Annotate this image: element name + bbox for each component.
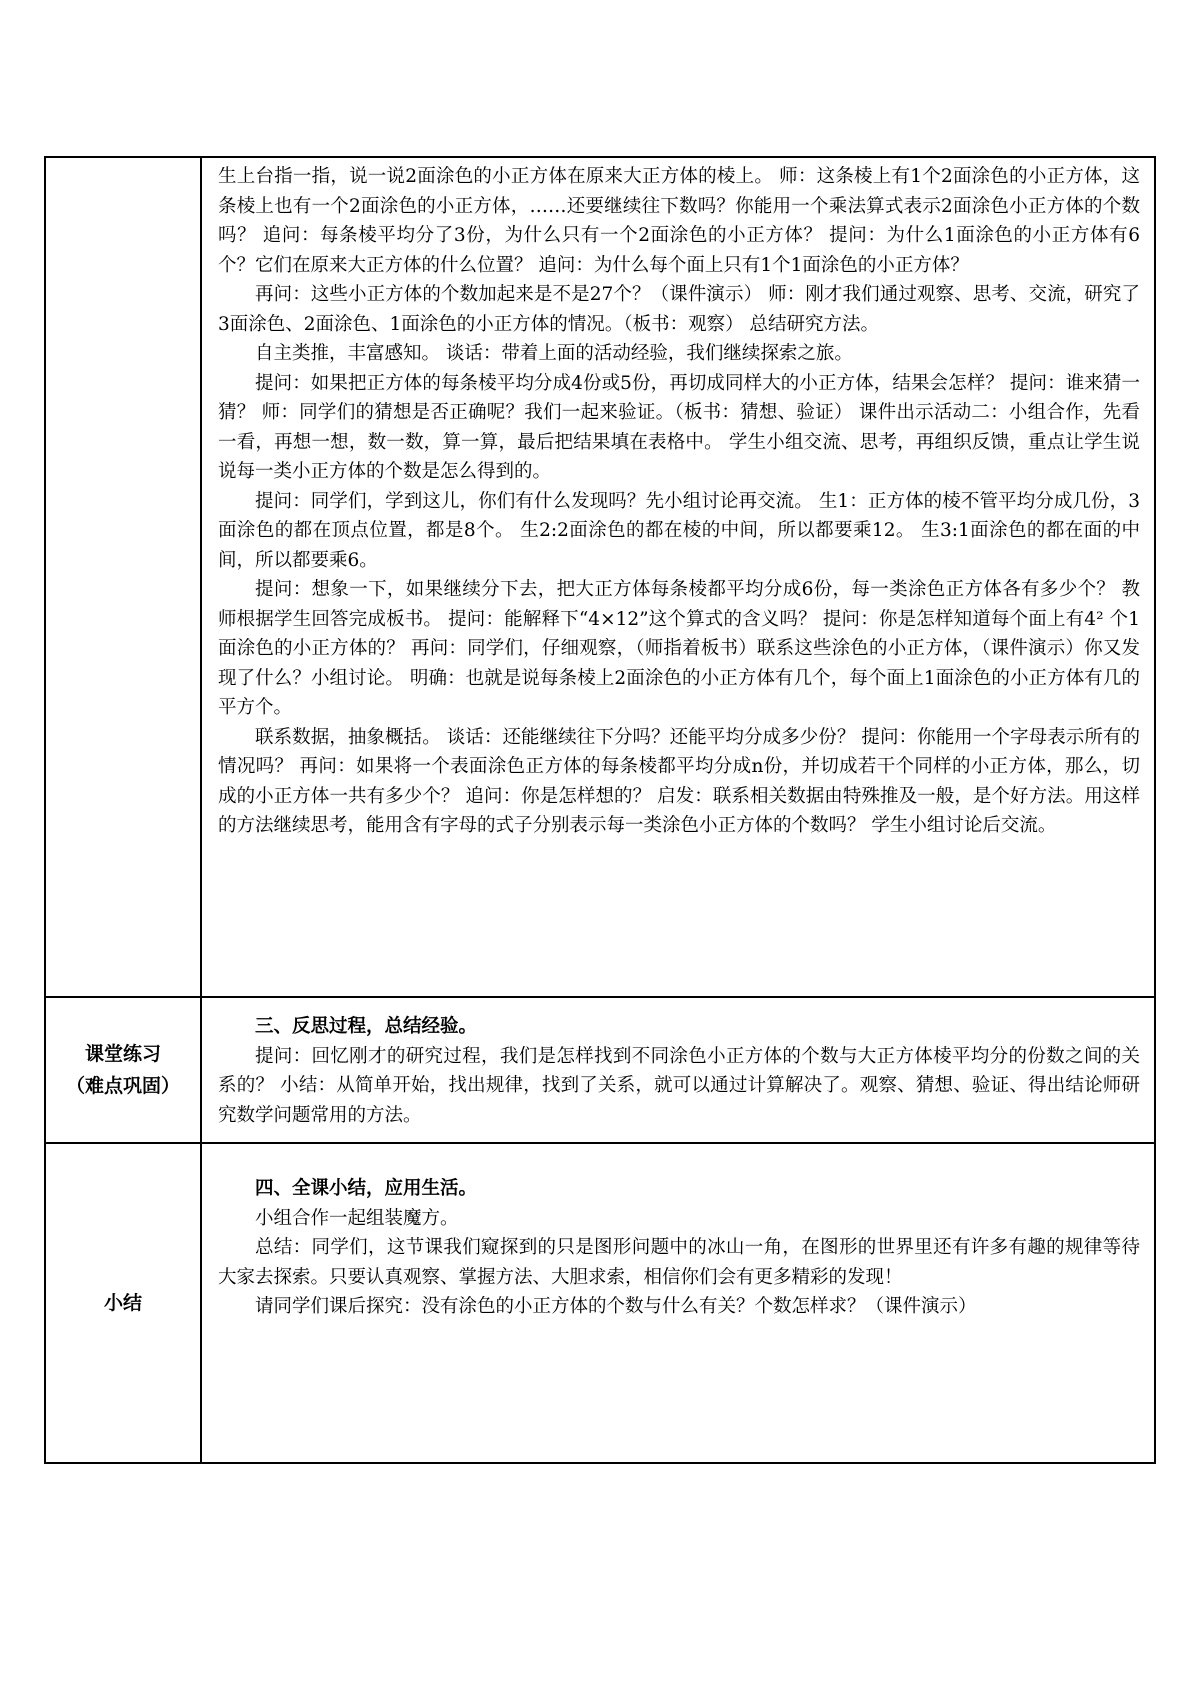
lesson-plan-table <box>44 156 1156 1464</box>
paragraph: 提问：回忆刚才的研究过程，我们是怎样找到不同涂色小正方体的个数与大正方体棱平均分的份数之间的关系的？ 小结：从简单开始，找出规律，找到了关系，就可以通过计算解决了。观察、猜想、验证、得出结论师研究数学问题常用的方法。 <box>218 1045 1140 1126</box>
label-line: （难点巩固） <box>65 1075 180 1097</box>
paragraph: 请同学们课后探究：没有涂色的小正方体的个数与什么有关？个数怎样求？（课件演示） <box>255 1296 977 1317</box>
label-line: 课堂练习 <box>84 1043 161 1065</box>
paragraph: 提问：如果把正方体的每条棱平均分成4份或5份，再切成同样大的小正方体，结果会怎样？ 提问：谁来猜一猜？ 师：同学们的猜想是否正确呢？我们一起来验证。（板书：猜想、验证） 课件出示活动二：小组合作，先看一看，再想一想，数一数，算一算，最后把结果填在表格中。 学生小组交流、思考，再组织反馈，重点让学生说说每一类小正方体的个数是怎么得到的。 <box>218 372 1140 482</box>
paragraph: 联系数据，抽象概括。 谈话：还能继续往下分吗？还能平均分成多少份？ 提问：你能用一个字母表示所有的情况吗？ 再问：如果将一个表面涂色正方体的每条棱都平均分成n份，并切成若干个同样的小正方体，那么，切成的小正方体一共有多少个？ 追问：你是怎样想的？ 启发：联系相关数据由特殊推及一般，是个好方法。用这样的方法继续思考，能用含有字母的式子分别表示每一类涂色小正方体的个数吗？ 学生小组讨论后交流。 <box>218 726 1140 836</box>
table-row <box>45 1143 1155 1463</box>
paragraph: 小组合作一起组装魔方。 <box>255 1207 459 1229</box>
row-label-practice <box>45 997 201 1143</box>
row-label-summary <box>45 1143 201 1463</box>
row-content <box>201 157 1155 997</box>
paragraph: 生上台指一指，说一说2面涂色的小正方体在原来大正方体的棱上。 师：这条棱上有1个2面涂色的小正方体，这条棱上也有一个2面涂色的小正方体，……还要继续往下数吗？你能用一个乘法算式表示2面涂色小正方体的个数吗？ 追问：每条棱平均分了3份，为什么只有一个2面涂色的小正方体？ 提问：为什么1面涂色的小正方体有6个？它们在原来大正方体的什么位置？ 追问：为什么每个面上只有1个1面涂色的小正方体？ <box>218 166 1140 276</box>
section-heading: 三、反思过程，总结经验。 <box>255 1016 478 1037</box>
paragraph: 自主类推，丰富感知。 谈话：带着上面的活动经验，我们继续探索之旅。 <box>255 343 853 364</box>
paragraph: 总结：同学们，这节课我们窥探到的只是图形问题中的冰山一角，在图形的世界里还有许多有趣的规律等待大家去探索。只要认真观察、掌握方法、大胆求索，相信你们会有更多精彩的发现！ <box>218 1237 1140 1288</box>
paragraph: 提问：同学们，学到这儿，你们有什么发现吗？先小组讨论再交流。 生1：正方体的棱不管平均分成几份，3面涂色的都在顶点位置，都是8个。 生2:2面涂色的都在棱的中间，所以都要乘12。 生3:1面涂色的都在面的中间，所以都要乘6。 <box>218 490 1140 571</box>
row-content <box>201 1143 1155 1463</box>
table-row <box>45 997 1155 1143</box>
row-label-empty <box>45 157 201 997</box>
section-heading: 四、全课小结，应用生活。 <box>255 1178 478 1199</box>
paragraph: 再问：这些小正方体的个数加起来是不是27个？（课件演示） 师：刚才我们通过观察、思考、交流，研究了3面涂色、2面涂色、1面涂色的小正方体的情况。（板书：观察） 总结研究方法。 <box>218 284 1140 335</box>
table-row <box>45 157 1155 997</box>
row-content <box>201 997 1155 1143</box>
paragraph: 提问：想象一下，如果继续分下去，把大正方体每条棱都平均分成6份，每一类涂色正方体各有多少个？ 教师根据学生回答完成板书。 提问：能解释下“4×12”这个算式的含义吗？ 提问：你是怎样知道每个面上有4² 个1面涂色的小正方体的？ 再问：同学们，仔细观察，（师指着板书）联系这些涂色的小正方体，（课件演示）你又发现了什么？小组讨论。 明确：也就是说每条棱上2面涂色的小正方体有几个，每个面上1面涂色的小正方体有几的平方个。 <box>218 579 1140 718</box>
label-line: 小结 <box>103 1292 142 1314</box>
